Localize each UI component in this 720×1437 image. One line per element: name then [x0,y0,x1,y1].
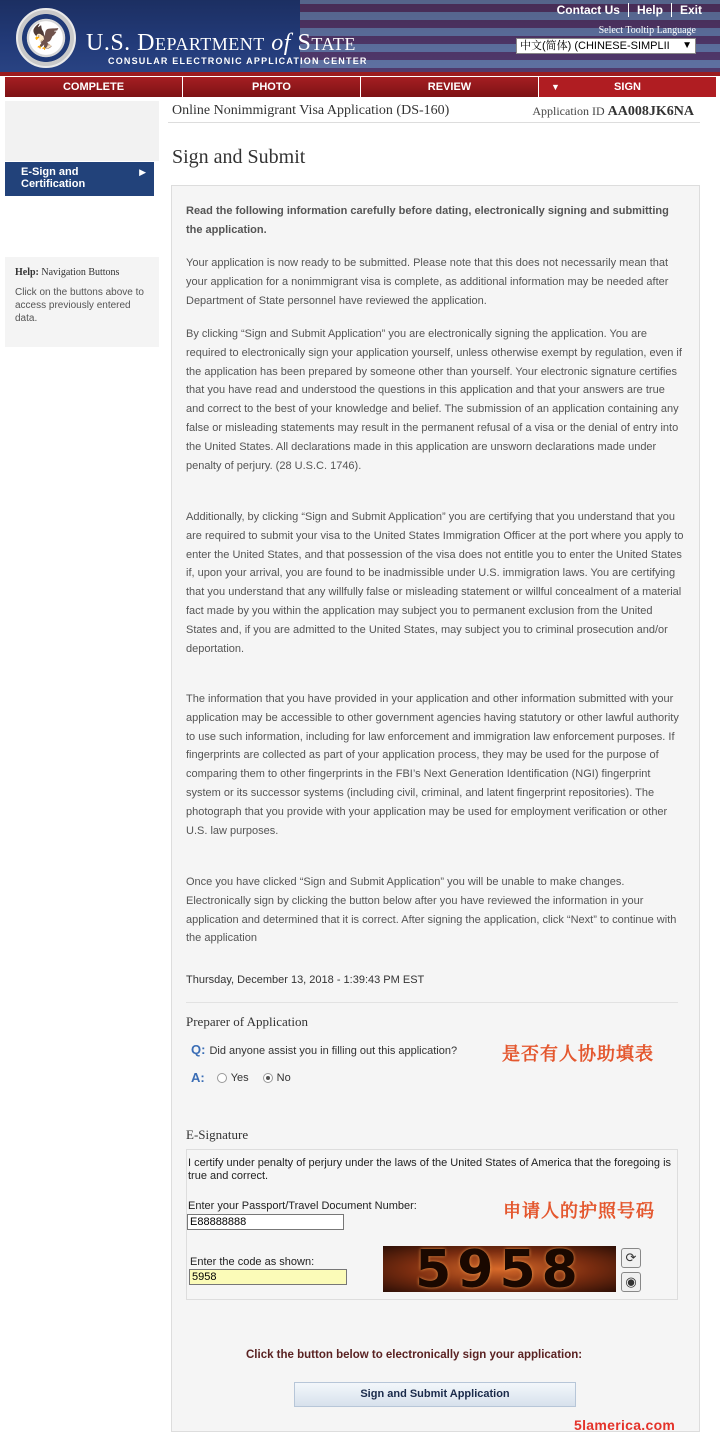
application-bar [168,99,700,123]
paragraph-certifying: Additionally, by clicking “Sign and Submit Application” you are certifying that you understand that you are required to submit your visa to the United States Immigration Officer at the port where you apply to enter the United States, and that possession of the visa does not entitle you to enter the United States if, upon your arrival, you are found to be inadmissible under U.S. immigration laws. You are certifying that you understand that any willfully false or misleading statement or willful concealment of a material fact made by you within the application may subject you to permanent exclusion from the United States and, if you are admitted to the United States, may subject you to criminal prosecution and/or deportation. [186,511,684,655]
help-title: Help: Navigation Buttons [15,267,120,278]
yes-radio[interactable] [217,1073,227,1083]
no-label: No [276,1071,291,1084]
certify-text: I certify under penalty of perjury under the laws of the United States of America that the foregoing is true and correct. [188,1157,672,1182]
page-title: Sign and Submit [172,146,306,168]
captcha-image: 5958 [383,1246,616,1292]
audio-icon[interactable]: ◉ [621,1272,641,1292]
step-photo[interactable]: PHOTO [183,77,361,97]
paragraph-signing: By clicking “Sign and Submit Application” you are electronically signing the application. You are required to electronically sign your application yourself, unless otherwise exempt by regulation, even if the application has been prepared by someone other than yourself. Your electronic signature certifies that you have read and understood the questions in this application and that your answers are true and correct to the best of your knowledge and belief. The submission of an application containing any false or misleading statements may result in the permanent refusal of a visa or the denial of entry into the United States. All declarations made in this application are unsworn declarations made under penalty of perjury. (28 U.S.C. 1746). [186,328,682,472]
application-title: Online Nonimmigrant Visa Application (DS-160) [172,103,450,118]
step-review[interactable]: REVIEW [361,77,539,97]
esignature-title: E-Signature [186,1127,249,1142]
passport-label: Enter your Passport/Travel Document Number: [188,1200,417,1212]
header-divider [0,72,720,76]
top-links [549,3,710,17]
preparer-answer: A: Yes No [191,1070,291,1085]
department-seal-icon: 🦅 [16,8,76,68]
language-label: Select Tooltip Language [598,25,696,36]
application-id: Application ID AA008JK6NA [532,104,694,119]
passport-annotation: 申请人的护照号码 [503,1201,655,1221]
captcha-input[interactable]: 5958 [189,1269,347,1285]
intro-text: Read the following information carefully before dating, electronically signing and submitting the application. [186,205,669,236]
sidebar-top [5,101,159,161]
sign-and-submit-button[interactable]: Sign and Submit Application [294,1382,576,1407]
contact-us-link[interactable]: Contact Us [549,3,629,17]
dropdown-arrow-icon: ▼ [682,40,692,51]
yes-label: Yes [230,1071,249,1084]
paragraph-information: The information that you have provided in your application and other information submitted with your application may be accessible to other government agencies having statutory or other lawful authority to use such information, including for law enforcement and immigration law enforcement purposes. If fingerprints are collected as part of your application process, they may be used for the purpose of comparing them to other fingerprints in the FBI’s Next Generation Identification (NGI) fingerprint system or its successor systems (including civil, criminal, and latent fingerprint repositories). The photograph that you provide with your application may be used for employment verification or other U.S. law purposes. [186,693,679,837]
paragraph-once-clicked: Once you have clicked “Sign and Submit Application” you will be unable to make changes. Electronically sign by clicking the button below after you have reviewed the information in your application and determined that it is correct. After signing the application, click “Next” to continue with the application [186,876,677,945]
department-title: U.S. DEPARTMENT of STATE [86,30,356,56]
preparer-annotation: 是否有人协助填表 [502,1044,654,1064]
preparer-title: Preparer of Application [186,1014,309,1029]
no-radio[interactable] [263,1073,273,1083]
language-select[interactable]: 中文(简体) (CHINESE-SIMPLII ▼ [516,38,696,54]
help-link[interactable]: Help [629,3,672,17]
preparer-question: Q: Did anyone assist you in filling out this application? [191,1042,458,1057]
captcha-label: Enter the code as shown: [190,1256,315,1268]
sidebar-item-esign[interactable]: E-Sign and Certification ▶ [5,162,154,196]
submit-instruction: Click the button below to electronically sign your application: [246,1349,583,1361]
department-subtitle: CONSULAR ELECTRONIC APPLICATION CENTER [108,56,368,66]
step-navigation [5,77,716,97]
site-header [0,0,720,76]
exit-link[interactable]: Exit [679,3,702,17]
signature-timestamp: Thursday, December 13, 2018 - 1:39:43 PM EST [186,974,425,986]
watermark: 5lamerica.com [574,1417,676,1433]
help-box [5,257,159,347]
help-text: Click on the buttons above to access previously entered data. [15,287,144,324]
current-step-arrow-icon: ▼ [551,82,560,92]
refresh-icon[interactable]: ⟳ [621,1248,641,1268]
step-complete[interactable]: COMPLETE [5,77,183,97]
step-sign[interactable]: ▼ SIGN [539,77,716,97]
chevron-right-icon: ▶ [139,167,146,177]
paragraph-ready: Your application is now ready to be submitted. Please note that this does not necessarily mean that your application for a nonimmigrant visa is complete, as additional information may be needed after Department of State personnel have reviewed the application. [186,257,669,307]
section-divider [186,1002,678,1003]
passport-number-input[interactable]: E88888888 [187,1214,344,1230]
